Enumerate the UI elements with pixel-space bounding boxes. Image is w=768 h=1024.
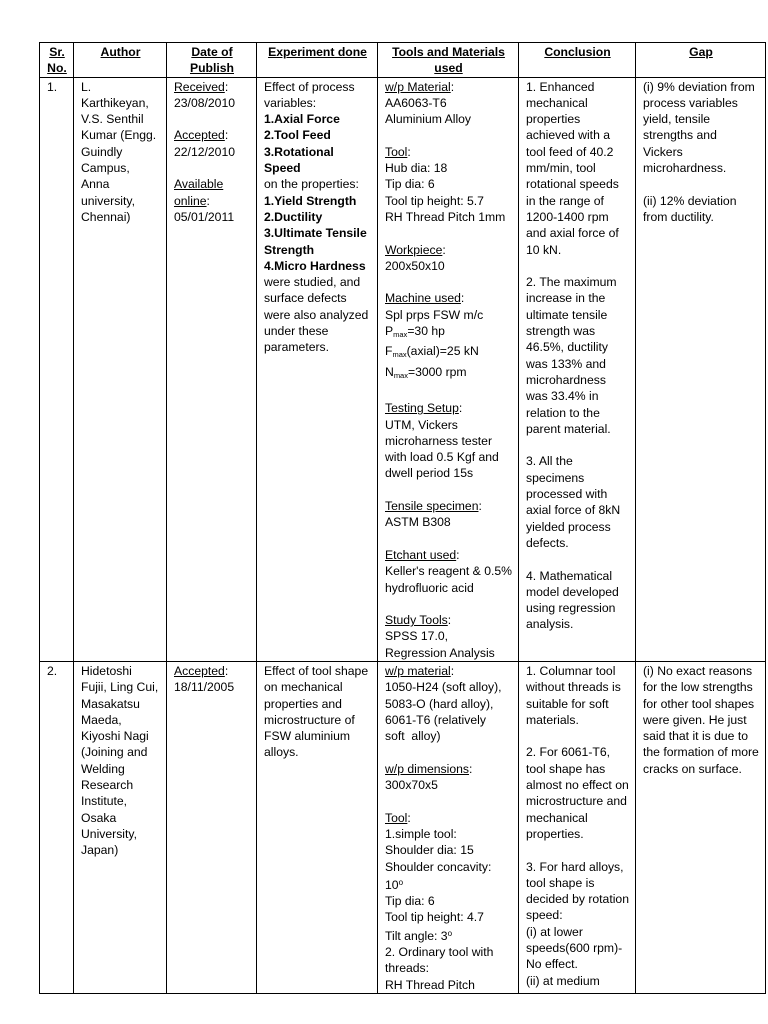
header-tools: Tools and Materials used — [378, 43, 519, 78]
property-item: 4.Micro Hardness — [264, 258, 366, 273]
online-date: 05/01/2011 — [174, 209, 235, 224]
machine-value: Spl prps FSW m/c — [385, 307, 484, 322]
header-gap: Gap — [636, 43, 766, 78]
workpiece-value: 200x50x10 — [385, 258, 445, 273]
study-label: Study Tools — [385, 613, 448, 628]
dim-label: w/p dimensions — [385, 761, 469, 776]
wp-line: AA6063-T6 — [385, 95, 447, 110]
etchant-label: Etchant used — [385, 547, 457, 562]
workpiece-label: Workpiece — [385, 242, 443, 257]
tool-line: Tool tip height: 4.7 — [385, 910, 484, 925]
tool-line: 1.simple tool: — [385, 826, 457, 841]
tool-line: RH Thread Pitch 1mm — [385, 209, 506, 224]
literature-review-table — [39, 42, 766, 994]
tool-line: Hub dia: 18 — [385, 161, 448, 176]
cell-tools: w/p material: 1050-H24 (soft alloy), 5083-O (hard alloy), 6061-T6 (relatively soft alloy) w/p dimensions: 300x70x5 Tool: 1.simple tool: Shoulder dia: 15 Shoulder concavity: 10$^o$ Tip dia: 6 Tool tip height: 4.7 Tilt angle: 3$^o$ 2. Ordinary tool with threads: RH Thread Pitch — [378, 661, 519, 993]
cell-date: Accepted: 18/11/2005 — [167, 661, 257, 993]
cell-date: Received: 23/08/2010 Accepted: 22/12/2010 Available online: 05/01/2011 — [167, 77, 257, 661]
conclusion-item: 2. The maximum increase in the ultimate tensile strength was 46.5%, ductility was 133% and microhardness was 33.4% in relation to the parent material. — [526, 275, 620, 436]
tool-line: Shoulder dia: 15 — [385, 843, 474, 858]
cell-conclusion — [519, 661, 636, 993]
tool-line: RH Thread Pitch — [385, 977, 475, 992]
conclusion-item: (ii) at medium — [526, 973, 600, 988]
cell-sr: 1. — [40, 77, 74, 661]
tool-line: 2. Ordinary tool with threads: — [385, 945, 497, 976]
accepted-date: 18/11/2005 — [174, 680, 235, 695]
wp-line: 1050-H24 (soft alloy), — [385, 680, 502, 695]
tool-line: Shoulder concavity: 10$^o$ — [385, 859, 495, 892]
tool-label: Tool — [385, 810, 408, 825]
cell-sr: 2. — [40, 661, 74, 993]
gap-item: (i) 9% deviation from process variables yield, tensile strengths and Vickers microhardness. — [643, 79, 759, 176]
cell-experiment: Effect of tool shape on mechanical properties and microstructure of FSW aluminium alloys. — [257, 661, 378, 993]
conclusion-item: 2. For 6061-T6, tool shape has almost no effect on microstructure and mechanical properties. — [526, 745, 633, 841]
received-date: 23/08/2010 — [174, 95, 235, 110]
conclusion-item: 1. Columnar tool without threads is suitable for soft materials. — [526, 663, 625, 727]
tool-line: Tip dia: 6 — [385, 177, 435, 192]
experiment-intro: Effect of process variables: — [264, 79, 358, 110]
tensile-label: Tensile specimen — [385, 499, 479, 514]
cell-tools: w/p Material: AA6063-T6 Aluminium Alloy Tool: Hub dia: 18 Tip dia: 6 Tool tip height: 5.7 RH Thread Pitch 1mm Workpiece: 200x50x10 Machine used: Spl prps FSW m/c $P_{max}=30$ hp $F_{max}(axial)=25$ kN $N_{max}=3000$ rpm Testing Setup: UTM, Vickers microharness tester with load 0.5 Kgf and dwell period 15s Tensile specimen: ASTM B308 Etchant used: Keller's reagent & 0.5% hydrofluoric acid Study Tools: SPSS 17.0, Regression Analysis — [378, 77, 519, 661]
dim-value: 300x70x5 — [385, 778, 438, 793]
cell-experiment — [257, 77, 378, 661]
tool-line: Tilt angle: 3$^o$ — [385, 928, 453, 943]
etchant-value: Keller's reagent & 0.5% hydrofluoric acid — [385, 564, 516, 595]
tool-line: Tip dia: 6 — [385, 894, 435, 909]
property-item: 3.Ultimate Tensile Strength — [264, 226, 371, 257]
conclusion-item: 3. All the specimens processed with axial force of 8kN yielded process defects. — [526, 454, 624, 550]
conclusion-item: 3. For hard alloys, tool shape is decided by rotation speed: — [526, 859, 633, 923]
study-value: SPSS 17.0, Regression Analysis — [385, 629, 495, 660]
header-experiment: Experiment done — [257, 43, 378, 78]
wp-label: w/p material — [385, 663, 451, 678]
wp-line: 6061-T6 (relatively — [385, 712, 486, 727]
n-max-line: $N_{max}=3000$ rpm — [385, 364, 467, 380]
experiment-outro: were studied, and surface defects were also analyzed under these parameters. — [264, 275, 372, 355]
wp-label: w/p Material — [385, 79, 451, 94]
tensile-value: ASTM B308 — [385, 515, 451, 530]
f-max-line: $F_{max}(axial)=25$ kN — [385, 344, 479, 360]
gap-item: (ii) 12% deviation from ductility. — [643, 193, 740, 224]
conclusion-item: 1. Enhanced mechanical properties achieved with a tool feed of 40.2 mm/min, tool rotational speeds in the range of 1200-1400 rpm and axial force of 10 kN. — [526, 79, 623, 257]
conclusion-item: 4. Mathematical model developed using regression analysis. — [526, 568, 623, 632]
cell-gap — [636, 77, 766, 661]
received-label: Received — [174, 79, 225, 94]
property-item: 1.Yield Strength — [264, 193, 357, 208]
header-date: Date of Publish — [167, 43, 257, 78]
header-row — [40, 43, 766, 78]
testing-label: Testing Setup — [385, 401, 459, 416]
machine-label: Machine used — [385, 291, 461, 306]
tool-line: Tool tip height: 5.7 — [385, 193, 484, 208]
p-max-line: $P_{max}=30$ hp — [385, 324, 445, 340]
cell-author: L. Karthikeyan, V.S. Senthil Kumar (Engg. Guindly Campus, Anna university, Chennai) — [74, 77, 167, 661]
conclusion-item: (i) at lower speeds(600 rpm)- No effect. — [526, 924, 626, 972]
accepted-label: Accepted — [174, 663, 225, 678]
accepted-label: Accepted — [174, 128, 225, 143]
accepted-date: 22/12/2010 — [174, 144, 235, 159]
property-item: 2.Ductility — [264, 209, 323, 224]
table-row — [40, 661, 766, 993]
tool-label: Tool — [385, 144, 408, 159]
header-sr-no: Sr. No. — [40, 43, 74, 78]
experiment-mid: on the properties: — [264, 177, 359, 192]
cell-author: Hidetoshi Fujii, Ling Cui, Masakatsu Maeda, Kiyoshi Nagi (Joining and Welding Research Institute, Osaka University, Japan) — [74, 661, 167, 993]
wp-line: soft alloy) — [385, 729, 441, 744]
cell-conclusion — [519, 77, 636, 661]
variable-item: 2.Tool Feed — [264, 128, 331, 143]
testing-value: UTM, Vickers microharness tester with load 0.5 Kgf and dwell period 15s — [385, 417, 503, 481]
variable-item: 1.Axial Force — [264, 112, 340, 127]
variable-item: 3.Rotational Speed — [264, 144, 338, 176]
header-author: Author — [74, 43, 167, 78]
cell-gap: (i) No exact reasons for the low strengths for other tool shapes were given. He just said that it is due to the formation of more cracks on surface. — [636, 661, 766, 993]
wp-line: Aluminium Alloy — [385, 112, 472, 127]
online-label: Available online — [174, 177, 224, 208]
header-conclusion: Conclusion — [519, 43, 636, 78]
wp-line: 5083-O (hard alloy), — [385, 696, 494, 711]
table-row — [40, 77, 766, 661]
